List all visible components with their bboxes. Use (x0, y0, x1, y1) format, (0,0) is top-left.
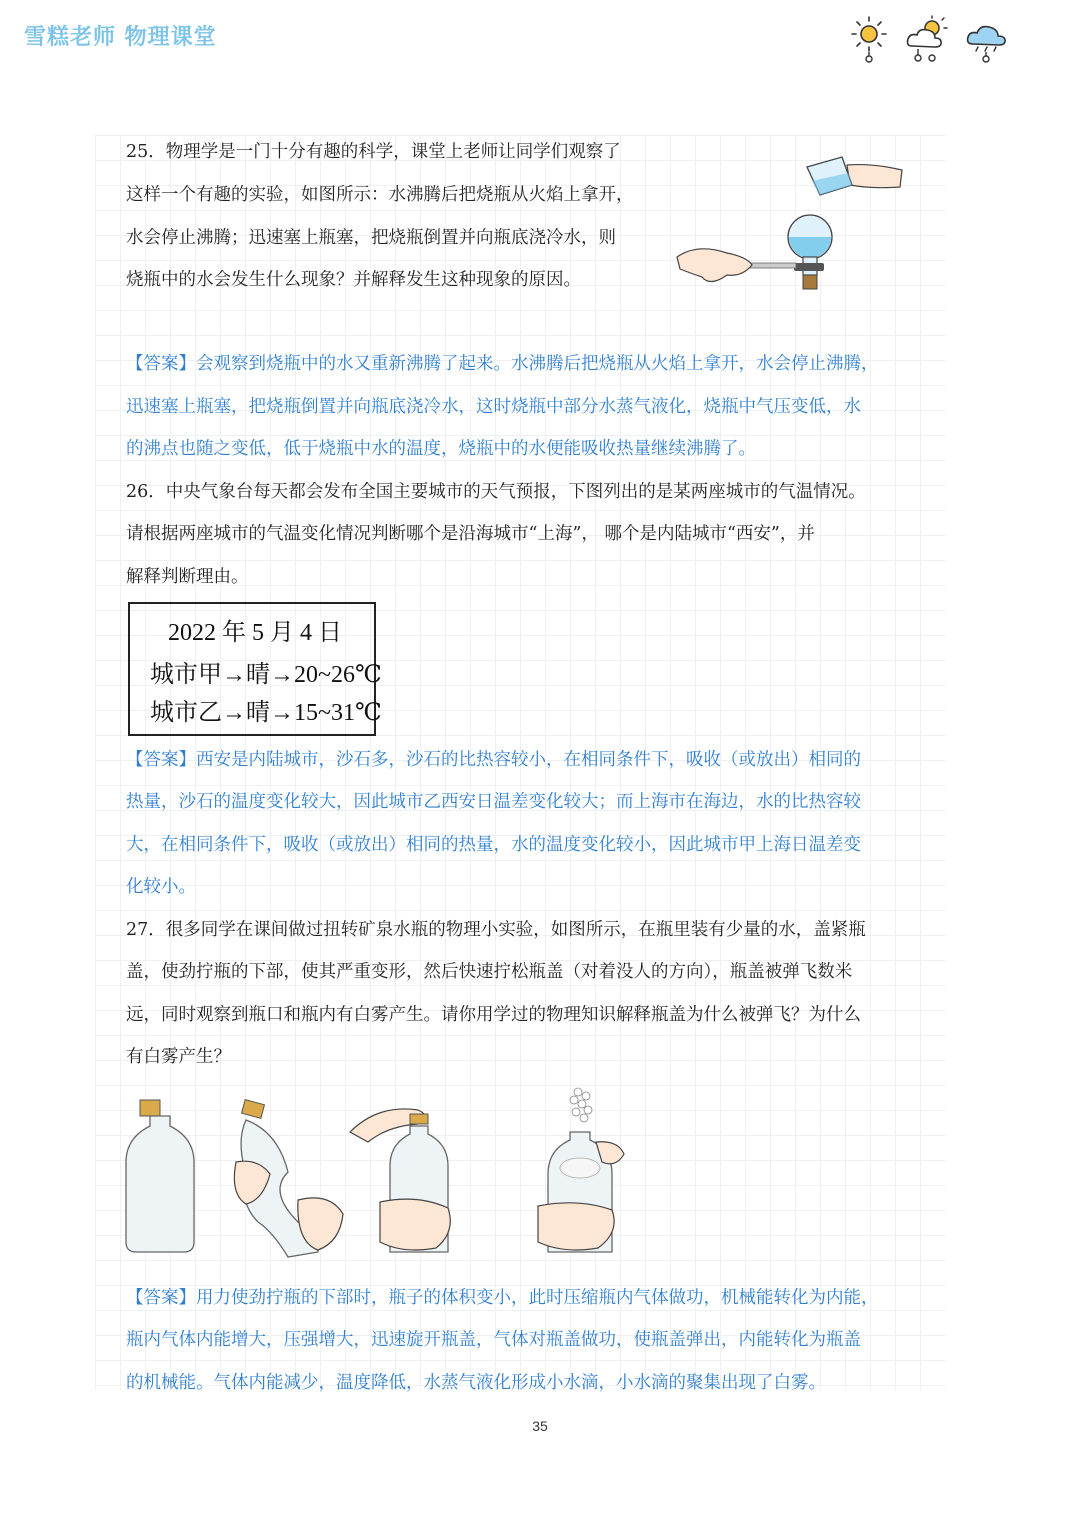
forecast-date: 2022 年 5 月 4 日 (168, 620, 342, 646)
bottle-twisted (234, 1100, 343, 1257)
forecast-city-b: 城市乙→晴→15~31℃ (150, 700, 382, 726)
answer-tag: 【答案】 (126, 354, 196, 374)
q26-answer-line-2: 热量，沙石的温度变化较大，因此城市乙西安日温差变化较大；而上海市在海边，水的比热容较 (126, 792, 861, 812)
q25-line-1: 25．物理学是一门十分有趣的科学，课堂上老师让同学们观察了 (126, 142, 621, 162)
bottle-experiment-figure (118, 1082, 648, 1272)
q25-answer-line-3: 的沸点也随之变低，低于烧瓶中水的温度，烧瓶中的水便能吸收热量继续沸腾了。 (126, 439, 756, 459)
sun-icon (846, 14, 892, 64)
q26-line-1: 26．中央气象台每天都会发布全国主要城市的天气预报，下图列出的是某两座城市的气温情况。 (126, 482, 866, 502)
bottle-closed (126, 1100, 194, 1252)
q25-line-2: 这样一个有趣的实验，如图所示：水沸腾后把烧瓶从火焰上拿开， (126, 185, 634, 205)
q25-answer-line-2: 迅速塞上瓶塞，把烧瓶倒置并向瓶底浇冷水，这时烧瓶中部分水蒸气液化，烧瓶中气压变低，水 (126, 397, 861, 417)
q25-line-3: 水会停止沸腾；迅速塞上瓶塞，把烧瓶倒置并向瓶底浇冷水，则 (126, 228, 616, 248)
weather-icons (846, 14, 1012, 64)
q27-answer-line-3: 的机械能。气体内能减少，温度降低，水蒸气液化形成小水滴，小水滴的聚集出现了白雾。 (126, 1373, 826, 1393)
answer-tag: 【答案】 (126, 1288, 196, 1308)
q27-line-4: 有白雾产生？ (126, 1047, 231, 1067)
forecast-city-a: 城市甲→晴→20~26℃ (150, 662, 382, 688)
page-number: 35 (532, 1418, 548, 1434)
q27-answer-line-2: 瓶内气体内能增大，压强增大，迅速旋开瓶盖，气体对瓶盖做功，使瓶盖弹出，内能转化为瓶盖 (126, 1330, 861, 1350)
flask-experiment-figure (672, 145, 912, 300)
q25-answer-line-1 (126, 352, 879, 376)
q26-line-2: 请根据两座城市的气温变化情况判断哪个是沿海城市“上海”， 哪个是内陆城市“西安”，并 (126, 524, 815, 544)
bottle-mist (538, 1088, 624, 1252)
rain-cloud-icon (964, 14, 1012, 64)
bottle-opening (350, 1109, 450, 1252)
answer-text: 会观察到烧瓶中的水又重新沸腾了起来。水沸腾后把烧瓶从火焰上拿开，水会停止沸腾， (196, 354, 879, 374)
q26-answer-line-4: 化较小。 (126, 877, 196, 897)
brand-title: 雪糕老师 物理课堂 (24, 25, 217, 50)
q27-line-3: 远，同时观察到瓶口和瓶内有白雾产生。请你用学过的物理知识解释瓶盖为什么被弹飞？为什么 (126, 1005, 861, 1025)
q26-answer-line-1 (126, 748, 861, 772)
q26-line-3: 解释判断理由。 (126, 567, 249, 587)
answer-text: 用力使劲拧瓶的下部时，瓶子的体积变小，此时压缩瓶内气体做功，机械能转化为内能， (196, 1288, 879, 1308)
weather-forecast-box (128, 602, 382, 736)
q27-line-2: 盖，使劲拧瓶的下部，使其严重变形，然后快速拧松瓶盖（对着没人的方向），瓶盖被弹飞数米 (126, 962, 853, 982)
q27-line-1: 27．很多同学在课间做过扭转矿泉水瓶的物理小实验，如图所示，在瓶里装有少量的水，盖紧瓶 (126, 920, 866, 940)
q26-answer-line-3: 大，在相同条件下，吸收（或放出）相同的热量，水的温度变化较小，因此城市甲上海日温差变 (126, 835, 861, 855)
partly-cloudy-icon (904, 14, 952, 64)
q27-answer-line-1 (126, 1286, 879, 1310)
q25-line-4: 烧瓶中的水会发生什么现象？并解释发生这种现象的原因。 (126, 270, 581, 290)
answer-text: 西安是内陆城市，沙石多，沙石的比热容较小，在相同条件下，吸收（或放出）相同的 (196, 750, 861, 770)
answer-tag: 【答案】 (126, 750, 196, 770)
